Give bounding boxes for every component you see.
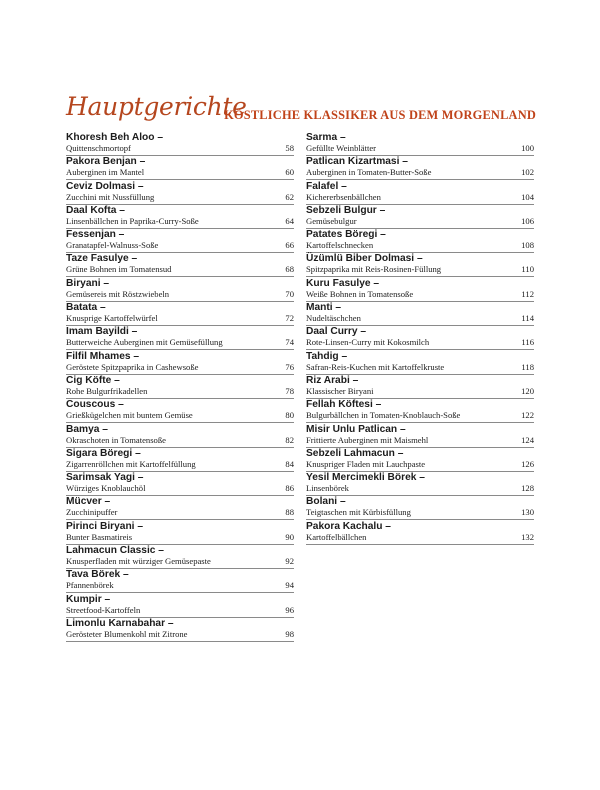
toc-entry <box>66 594 294 618</box>
entry-detail-line <box>306 264 534 277</box>
entry-detail-line <box>306 435 534 448</box>
toc-entry <box>306 424 534 448</box>
dish-name: Bolani – <box>306 496 346 508</box>
entry-detail-line <box>66 556 294 569</box>
dish-description: Okraschoten in Tomatensoße <box>66 434 166 445</box>
dish-description: Bunter Basmatireis <box>66 531 133 542</box>
page-number: 74 <box>285 337 294 348</box>
dish-description: Gefüllte Weinblätter <box>306 143 377 153</box>
dish-name: Kuru Fasulye – <box>306 277 380 289</box>
toc-entry <box>306 156 534 180</box>
dish-name: Khoresh Beh Aloo – <box>66 132 163 143</box>
page-number: 76 <box>285 361 294 372</box>
entry-detail-line <box>66 337 294 350</box>
toc-entry <box>66 229 294 253</box>
dish-name: Riz Arabi – <box>306 374 359 386</box>
dish-name: Daal Kofta – <box>66 204 125 216</box>
dish-description: Klassischer Biryani <box>306 385 374 396</box>
page-number: 62 <box>285 191 294 202</box>
entry-detail-line <box>306 289 534 302</box>
page-number: 64 <box>285 215 294 226</box>
dish-description: Zucchini mit Nussfüllung <box>66 191 155 202</box>
page-number: 116 <box>521 337 534 348</box>
entry-detail-line <box>66 483 294 496</box>
page-number: 112 <box>521 288 534 299</box>
page-number: 110 <box>521 264 534 275</box>
page-number: 58 <box>285 143 294 153</box>
page-number: 98 <box>285 628 294 639</box>
dish-name: Manti – <box>306 302 342 314</box>
toc-entry <box>66 326 294 350</box>
entry-detail-line <box>66 167 294 180</box>
dish-description: Quittenschmortopf <box>66 143 131 153</box>
dish-description: Butterweiche Auberginen mit Gemüsefüllung <box>66 337 223 348</box>
entry-detail-line <box>66 410 294 423</box>
dish-name: Mücver – <box>66 496 111 508</box>
toc-entry <box>306 472 534 496</box>
entry-detail-line <box>66 580 294 593</box>
toc-entry <box>306 302 534 326</box>
dish-name: Bamya – <box>66 423 108 435</box>
toc-entry <box>66 205 294 229</box>
dish-description: Gemüsereis mit Röstzwiebeln <box>66 288 170 299</box>
toc-entry <box>306 375 534 399</box>
dish-description: Auberginen im Mantel <box>66 167 145 178</box>
toc-entry <box>66 302 294 326</box>
page-number: 70 <box>285 288 294 299</box>
entry-detail-line <box>66 313 294 326</box>
dish-description: Würziges Knoblauchöl <box>66 483 146 494</box>
toc-entry <box>306 351 534 375</box>
entry-detail-line <box>306 410 534 423</box>
dish-name: Misir Unlu Patlican – <box>306 423 406 435</box>
dish-name: Couscous – <box>66 399 124 411</box>
toc-entry <box>306 448 534 472</box>
entry-detail-line <box>306 313 534 326</box>
page-number: 130 <box>521 507 534 518</box>
dish-description: Pfannenbörek <box>66 580 114 591</box>
page-number: 60 <box>285 167 294 178</box>
dish-description: Spitzpaprika mit Reis-Rosinen-Füllung <box>306 264 442 275</box>
toc-entry <box>306 326 534 350</box>
toc-entry <box>66 448 294 472</box>
page-number: 124 <box>521 434 534 445</box>
dish-name: Fessenjan – <box>66 229 125 241</box>
dish-name: Biryani – <box>66 277 110 289</box>
page-number: 94 <box>285 580 294 591</box>
toc-entry <box>306 132 534 156</box>
toc-entry <box>66 132 294 156</box>
entry-detail-line <box>306 483 534 496</box>
dish-description: Gemüsebulgur <box>306 215 357 226</box>
page-number: 82 <box>285 434 294 445</box>
dish-name: Cig Köfte – <box>66 374 120 386</box>
entry-detail-line <box>306 216 534 229</box>
toc-entry <box>306 496 534 520</box>
page-number: 132 <box>521 531 534 542</box>
dish-name: Pirinci Biryani – <box>66 520 144 532</box>
entry-detail-line <box>66 629 294 642</box>
dish-name: Imam Bayildi – <box>66 326 138 338</box>
section-title: Hauptgerichte <box>66 92 247 121</box>
entry-detail-line <box>66 507 294 520</box>
toc-entry <box>66 545 294 569</box>
dish-description: Kartoffelbällchen <box>306 531 367 542</box>
page-number: 86 <box>285 483 294 494</box>
dish-description: Gerösteter Blumenkohl mit Zitrone <box>66 628 188 639</box>
dish-name: Lahmacun Classic – <box>66 545 164 557</box>
entry-detail-line <box>66 532 294 545</box>
entry-detail-line <box>306 240 534 253</box>
dish-description: Zigarrenröllchen mit Kartoffelfüllung <box>66 458 196 469</box>
dish-description: Streetfood-Kartoffeln <box>66 604 141 615</box>
dish-description: Nudeltäschchen <box>306 313 361 324</box>
toc-entry <box>306 521 534 545</box>
dish-name: Sebzeli Lahmacun – <box>306 447 404 459</box>
entry-detail-line <box>306 459 534 472</box>
dish-name: Yesil Mercimekli Börek – <box>306 472 425 484</box>
dish-description: Weiße Bohnen in Tomatensoße <box>306 288 414 299</box>
dish-name: Filfil Mhames – <box>66 350 140 362</box>
page-header <box>66 92 536 126</box>
page-number: 104 <box>521 191 534 202</box>
page-number: 78 <box>285 385 294 396</box>
page-number: 92 <box>285 556 294 567</box>
toc-entry <box>66 472 294 496</box>
page-number: 90 <box>285 531 294 542</box>
dish-name: Pakora Kachalu – <box>306 520 391 532</box>
dish-description: Knuspriger Fladen mit Lauchpaste <box>306 458 426 469</box>
dish-name: Kumpir – <box>66 593 111 605</box>
page-number: 68 <box>285 264 294 275</box>
toc-left-column <box>66 132 294 642</box>
entry-detail-line <box>66 240 294 253</box>
entry-detail-line <box>306 192 534 205</box>
page-number: 66 <box>285 240 294 251</box>
toc-entry <box>66 496 294 520</box>
page-number: 120 <box>521 385 534 396</box>
page-number: 128 <box>521 483 534 494</box>
dish-description: Kichererbsenbällchen <box>306 191 381 202</box>
dish-description: Kartoffelschnecken <box>306 240 374 251</box>
toc-entry <box>66 618 294 642</box>
dish-description: Knusperfladen mit würziger Gemüsepaste <box>66 556 211 567</box>
page-number: 80 <box>285 410 294 421</box>
dish-description: Auberginen in Tomaten-Butter-Soße <box>306 167 432 178</box>
toc-entry <box>66 424 294 448</box>
dish-description: Rote-Linsen-Curry mit Kokosmilch <box>306 337 430 348</box>
toc-entry <box>306 205 534 229</box>
dish-name: Sarma – <box>306 132 346 143</box>
page-number: 96 <box>285 604 294 615</box>
dish-description: Linsenbörek <box>306 483 349 494</box>
page-number: 114 <box>521 313 534 324</box>
page-number: 122 <box>521 410 534 421</box>
dish-description: Frittierte Auberginen mit Maismehl <box>306 434 429 445</box>
entry-detail-line <box>66 362 294 375</box>
entry-detail-line <box>306 337 534 350</box>
page-number: 72 <box>285 313 294 324</box>
entry-detail-line <box>66 216 294 229</box>
dish-name: Patlican Kizartmasi – <box>306 156 408 168</box>
entry-detail-line <box>66 435 294 448</box>
dish-name: Sarimsak Yagi – <box>66 472 144 484</box>
toc-entry <box>66 375 294 399</box>
toc-entry <box>306 229 534 253</box>
dish-description: Teigtaschen mit Kürbisfüllung <box>306 507 411 518</box>
toc-entry <box>66 569 294 593</box>
entry-detail-line <box>66 264 294 277</box>
toc-entry <box>306 399 534 423</box>
toc-entry <box>66 351 294 375</box>
dish-name: Ceviz Dolmasi – <box>66 180 144 192</box>
dish-name: Üzümlü Biber Dolmasi – <box>306 253 423 265</box>
dish-name: Sebzeli Bulgur – <box>306 204 386 216</box>
dish-name: Tahdig – <box>306 350 348 362</box>
toc-right-column <box>306 132 534 545</box>
entry-detail-line <box>306 532 534 545</box>
dish-name: Falafel – <box>306 180 347 192</box>
page-number: 126 <box>521 458 534 469</box>
dish-name: Pakora Benjan – <box>66 156 146 168</box>
toc-entry <box>66 181 294 205</box>
dish-description: Granatapfel-Walnuss-Soße <box>66 240 159 251</box>
dish-name: Tava Börek – <box>66 569 129 581</box>
dish-name: Batata – <box>66 302 106 314</box>
dish-description: Grüne Bohnen im Tomatensud <box>66 264 172 275</box>
dish-description: Rohe Bulgurfrikadellen <box>66 385 148 396</box>
entry-detail-line <box>306 143 534 156</box>
entry-detail-line <box>306 507 534 520</box>
dish-description: Linsenbällchen in Paprika-Curry-Soße <box>66 215 199 226</box>
dish-description: Bulgurbällchen in Tomaten-Knoblauch-Soße <box>306 410 461 421</box>
dish-name: Taze Fasulye – <box>66 253 138 265</box>
dish-name: Fellah Köftesi – <box>306 399 382 411</box>
entry-detail-line <box>66 289 294 302</box>
dish-name: Daal Curry – <box>306 326 367 338</box>
page-number: 106 <box>521 215 534 226</box>
dish-description: Zucchinipuffer <box>66 507 118 518</box>
page-number: 84 <box>285 458 294 469</box>
entry-detail-line <box>306 362 534 375</box>
toc-entry <box>306 278 534 302</box>
toc-entry <box>66 156 294 180</box>
entry-detail-line <box>306 386 534 399</box>
dish-description: Knusprige Kartoffelwürfel <box>66 313 158 324</box>
page-number: 118 <box>521 361 534 372</box>
entry-detail-line <box>66 386 294 399</box>
section-subtitle: KÖSTLICHE KLASSIKER AUS DEM MORGENLAND <box>224 108 536 122</box>
entry-detail-line <box>66 459 294 472</box>
page-number: 100 <box>521 143 534 153</box>
dish-description: Grießkügelchen mit buntem Gemüse <box>66 410 193 421</box>
toc-entry <box>66 399 294 423</box>
entry-detail-line <box>66 605 294 618</box>
entry-detail-line <box>66 192 294 205</box>
toc-entry <box>306 181 534 205</box>
page-number: 108 <box>521 240 534 251</box>
dish-name: Sigara Böregi – <box>66 447 141 459</box>
entry-detail-line <box>306 167 534 180</box>
toc-entry <box>66 521 294 545</box>
toc-entry <box>66 278 294 302</box>
dish-description: Geröstete Spitzpaprika in Cashewsoße <box>66 361 199 372</box>
toc-entry <box>66 253 294 277</box>
dish-description: Safran-Reis-Kuchen mit Kartoffelkruste <box>306 361 445 372</box>
entry-detail-line <box>66 143 294 156</box>
toc-entry <box>306 253 534 277</box>
page-number: 88 <box>285 507 294 518</box>
dish-name: Limonlu Karnabahar – <box>66 617 174 629</box>
page-number: 102 <box>521 167 534 178</box>
dish-name: Patates Böregi – <box>306 229 386 241</box>
